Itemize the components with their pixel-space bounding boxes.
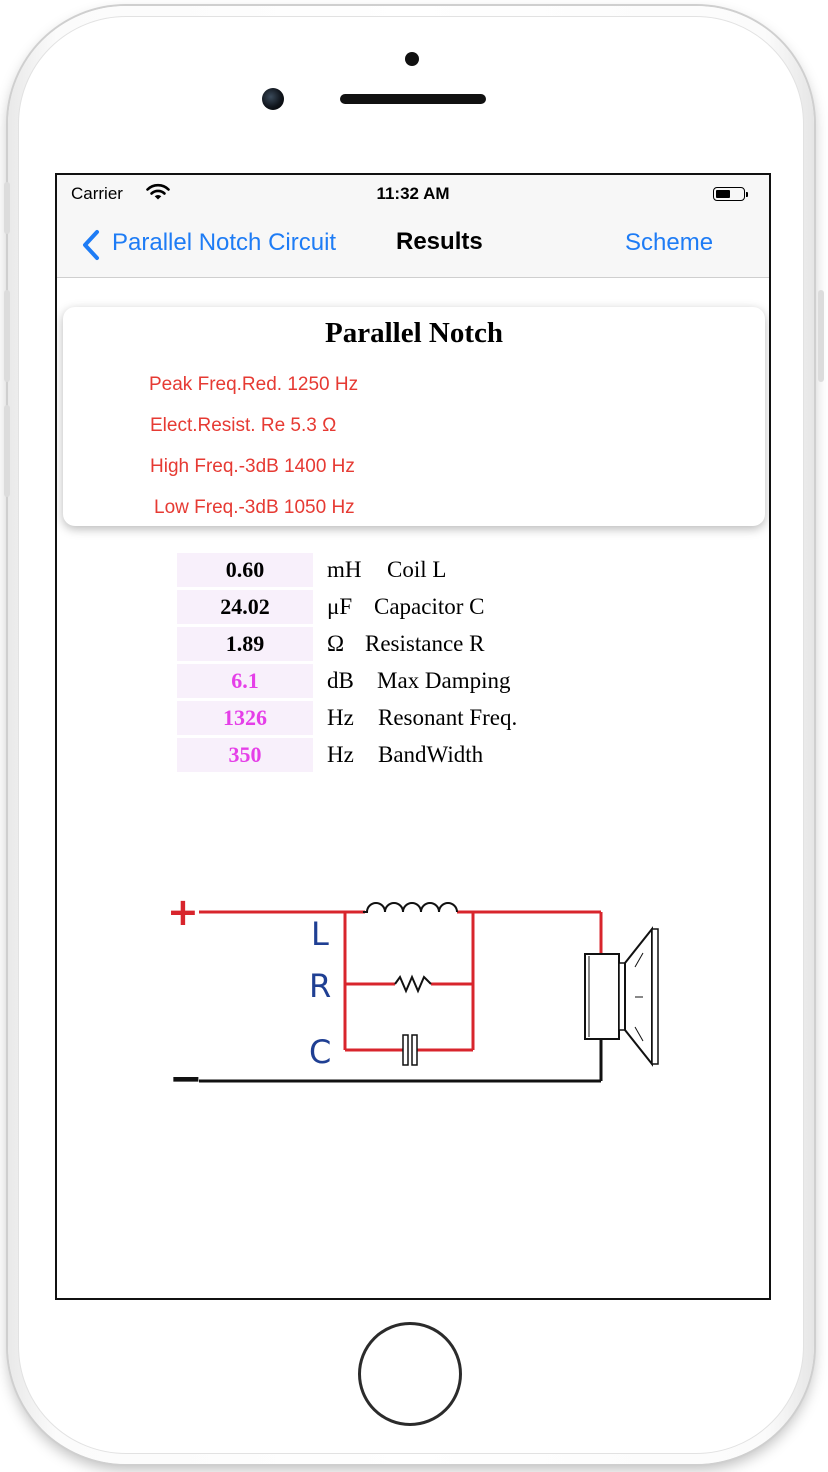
negative-terminal-label: − [169, 1056, 203, 1102]
resonant-frequency-unit: Hz [327, 705, 354, 730]
back-button[interactable]: Parallel Notch Circuit [112, 229, 337, 256]
bandwidth-unit: Hz [327, 742, 354, 767]
table-row [177, 664, 637, 698]
coil-label: Coil L [387, 557, 447, 582]
status-time: 11:32 AM [376, 184, 450, 203]
status-bar [57, 175, 769, 213]
resistance-value: 1.89 [177, 627, 313, 661]
low-frequency-3db: Low Freq.-3dB 1050 Hz [154, 497, 355, 518]
front-camera [262, 88, 284, 110]
positive-terminal-label: + [167, 890, 199, 934]
resonant-frequency-label: Resonant Freq. [378, 705, 518, 730]
mute-switch [4, 182, 10, 234]
resistance-unit: Ω [327, 631, 345, 656]
coil-schematic-label: L [311, 915, 329, 953]
summary-card [63, 307, 765, 526]
coil-value: 0.60 [177, 553, 313, 587]
table-row [177, 738, 637, 772]
summary-title: Parallel Notch [325, 317, 503, 349]
speaker-icon [585, 929, 658, 1064]
power-button [818, 290, 824, 382]
capacitor-icon [403, 1035, 417, 1065]
coil-unit: mH [327, 557, 362, 582]
home-button[interactable] [358, 1322, 462, 1426]
capacitor-label: Capacitor C [374, 594, 485, 619]
circuit-schematic [157, 887, 677, 1107]
resistance-label: Resistance R [365, 631, 485, 656]
page-title: Results [396, 228, 483, 255]
carrier-label: Carrier [71, 184, 123, 203]
resistor-schematic-label: R [309, 967, 332, 1005]
scheme-button[interactable]: Scheme [625, 229, 714, 256]
bandwidth-value: 350 [177, 738, 313, 772]
capacitor-value: 24.02 [177, 590, 313, 624]
app-screen [55, 173, 771, 1300]
bandwidth-label: BandWidth [378, 742, 484, 767]
proximity-sensor [405, 52, 419, 66]
table-row [177, 627, 637, 661]
max-damping-label: Max Damping [377, 668, 511, 693]
earpiece-speaker [340, 94, 486, 104]
volume-down-button [4, 405, 10, 497]
coil-icon [363, 903, 457, 912]
resonant-frequency-value: 1326 [177, 701, 313, 735]
back-chevron-icon[interactable] [81, 229, 101, 261]
battery-tip [746, 192, 748, 197]
high-frequency-3db: High Freq.-3dB 1400 Hz [150, 456, 355, 477]
peak-frequency-reduction: Peak Freq.Red. 1250 Hz [149, 374, 359, 395]
battery-icon [713, 187, 745, 201]
table-row [177, 590, 637, 624]
capacitor-schematic-label: C [309, 1033, 332, 1071]
volume-up-button [4, 290, 10, 382]
resistor-icon [395, 977, 431, 991]
navigation-bar [57, 213, 769, 278]
table-row [177, 701, 637, 735]
capacitor-unit: μF [327, 594, 353, 619]
max-damping-value: 6.1 [177, 664, 313, 698]
max-damping-unit: dB [327, 668, 354, 693]
electrical-resistance: Elect.Resist. Re 5.3 Ω [150, 415, 337, 436]
table-row [177, 553, 637, 587]
